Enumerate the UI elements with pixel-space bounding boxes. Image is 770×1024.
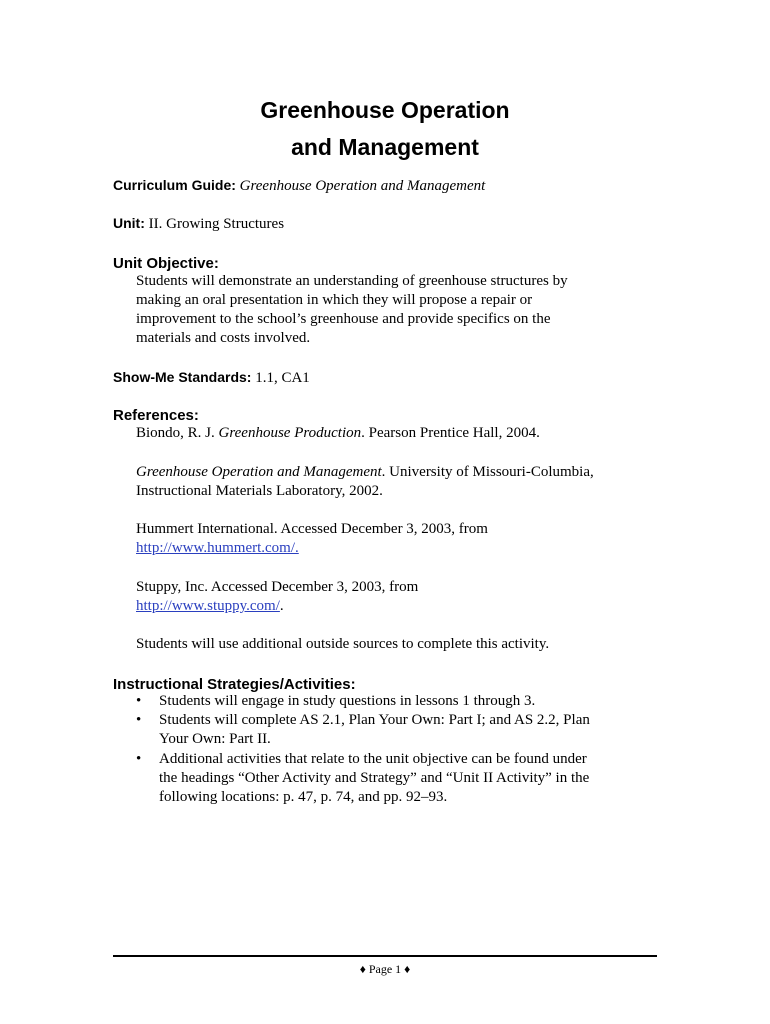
bullet-3-line-3: following locations: p. 47, p. 74, and pp. 92–93. (159, 789, 448, 805)
reference-4-period: . (279, 598, 284, 614)
unit-objective-line-3: improvement to the school’s greenhouse and provide specifics on the (136, 311, 551, 327)
reference-2-title: Greenhouse Operation and Management (136, 464, 382, 480)
curriculum-guide-value: Greenhouse Operation and Management (239, 178, 486, 194)
references-label: References: (113, 407, 199, 424)
unit-row (113, 215, 284, 233)
page-number: ♦ Page 1 ♦ (359, 962, 411, 976)
standards-value: 1.1, CA1 (255, 370, 310, 386)
reference-2-line-2: Instructional Materials Laboratory, 2002. (136, 483, 383, 499)
curriculum-guide-label: Curriculum Guide: (113, 177, 236, 193)
reference-2-rest: . University of Missouri-Columbia, (381, 464, 594, 480)
stuppy-link[interactable]: http://www.stuppy.com/ (136, 598, 280, 614)
reference-1-author: Biondo, R. J. (136, 425, 219, 441)
bullet-2-glyph: • (136, 712, 142, 728)
strategies-label: Instructional Strategies/Activities: (113, 676, 356, 693)
reference-2 (136, 464, 594, 481)
unit-objective-line-2: making an oral presentation in which they will propose a repair or (136, 292, 533, 308)
curriculum-guide-row (113, 177, 485, 195)
bullet-1-glyph: • (136, 693, 142, 709)
reference-1-rest: . Pearson Prentice Hall, 2004. (361, 425, 540, 441)
reference-3-link-row (136, 540, 299, 557)
bullet-3-line-2: the headings “Other Activity and Strategy” and “Unit II Activity” in the (159, 770, 590, 786)
reference-1-title: Greenhouse Production (218, 425, 362, 441)
bullet-1-line-1: Students will engage in study questions in lessons 1 through 3. (159, 693, 536, 709)
unit-value: II. Growing Structures (148, 216, 285, 232)
reference-1 (136, 425, 540, 442)
document-title (0, 92, 770, 166)
reference-3-line-1: Hummert International. Accessed December 3, 2003, from (136, 521, 488, 537)
unit-objective-line-4: materials and costs involved. (136, 330, 311, 346)
bullet-2-line-2: Your Own: Part II. (159, 731, 271, 747)
standards-row (113, 369, 310, 387)
reference-4-line-1: Stuppy, Inc. Accessed December 3, 2003, from (136, 579, 419, 595)
title-line-1: Greenhouse Operation (260, 97, 510, 123)
unit-objective-label: Unit Objective: (113, 255, 219, 272)
unit-label: Unit: (113, 215, 145, 231)
bullet-3-glyph: • (136, 751, 142, 767)
standards-label: Show-Me Standards: (113, 369, 252, 385)
reference-4-link-row (136, 598, 284, 615)
references-note: Students will use additional outside sources to complete this activity. (136, 636, 550, 652)
footer-rule (113, 955, 657, 957)
title-line-2: and Management (291, 134, 479, 160)
hummert-link[interactable]: http://www.hummert.com/. (136, 540, 299, 556)
unit-objective-line-1: Students will demonstrate an understanding of greenhouse structures by (136, 273, 568, 289)
bullet-2-line-1: Students will complete AS 2.1, Plan Your Own: Part I; and AS 2.2, Plan (159, 712, 590, 728)
bullet-3-line-1: Additional activities that relate to the unit objective can be found under (159, 751, 587, 767)
